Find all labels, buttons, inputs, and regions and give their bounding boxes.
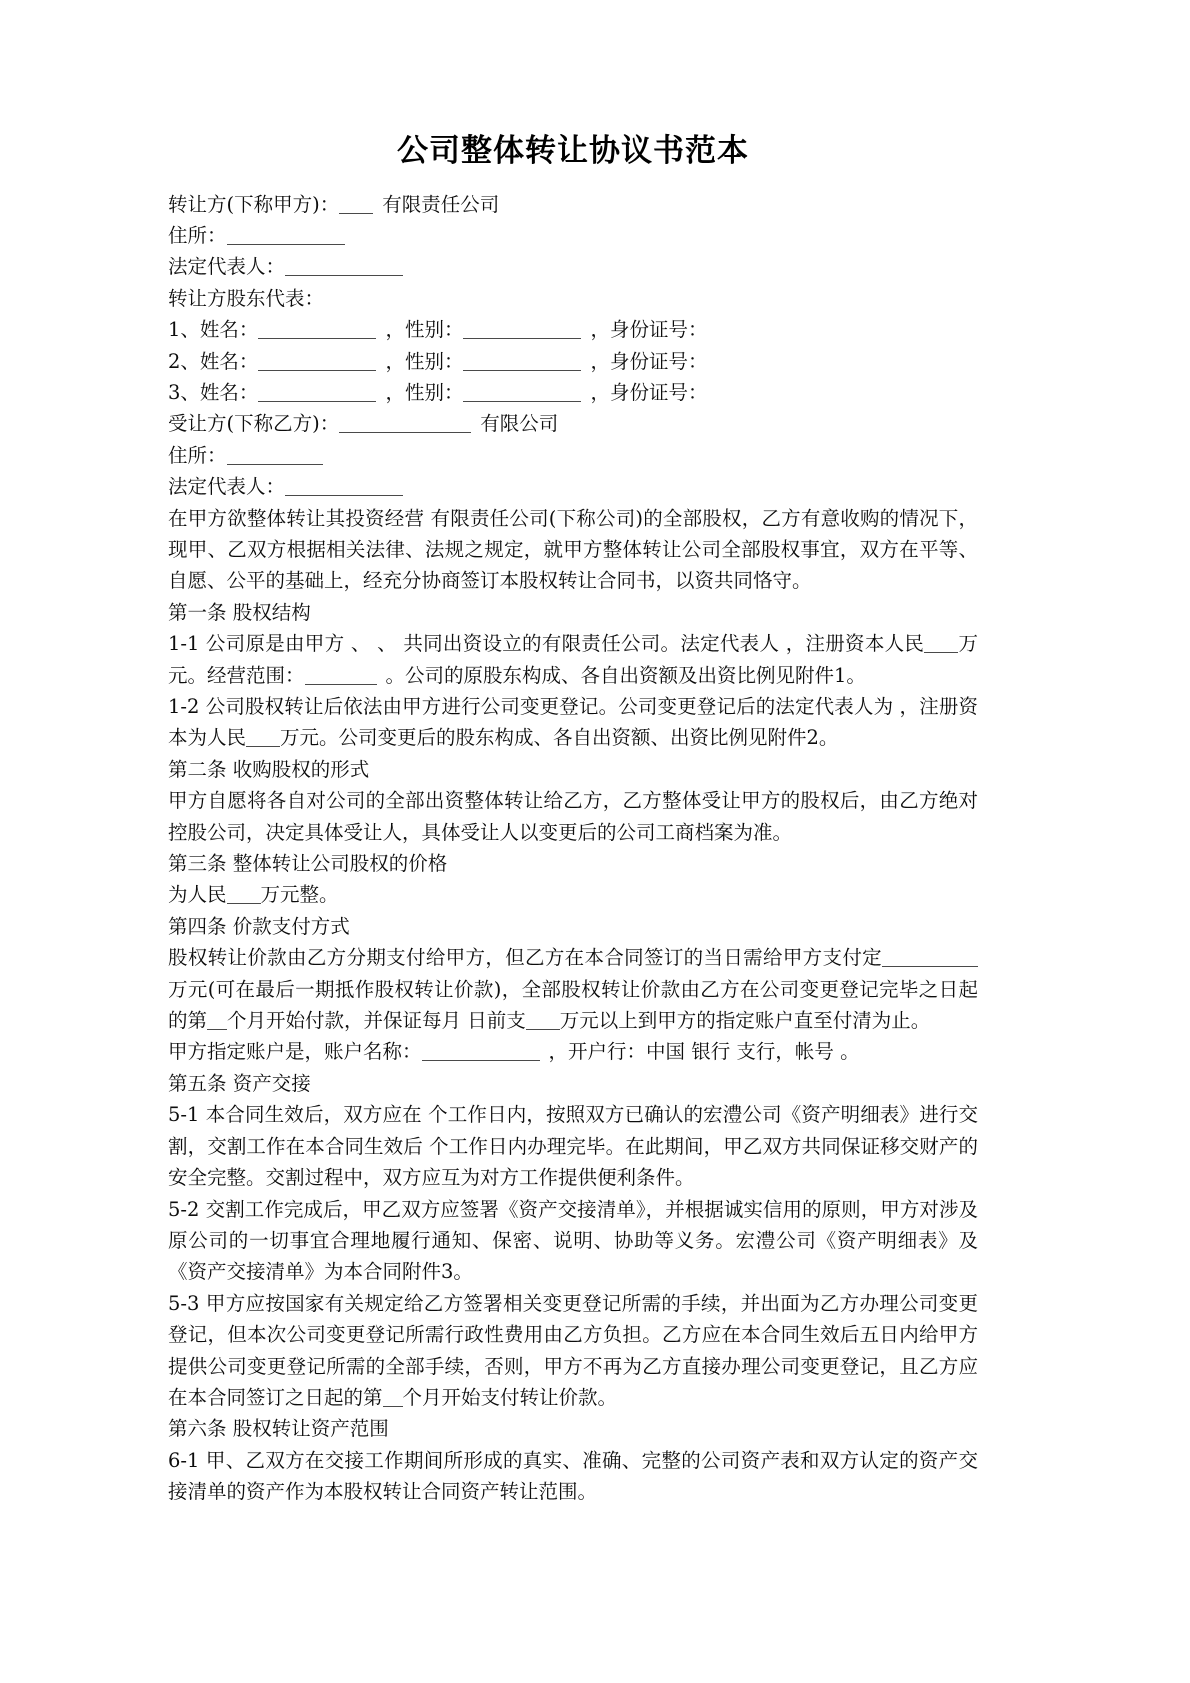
page-title: 公司整体转让协议书范本	[397, 133, 749, 169]
clause-1-2-part-a: 1-2 公司股权转让后依法由甲方进行公司变更登记。公司变更登记后的法定代表人为 ，注册资本为人民	[168, 695, 978, 750]
clause-5-2: 5-2 交割工作完成后，甲乙双方应签署《资产交接清单》，并根据诚实信用的原则，甲方对涉及原公司的一切事宜合理地履行通知、保密、说明、协助等义务。宏澧公司《资产明细表》及《资产交接清单》为本合同附件3。	[168, 1197, 978, 1284]
price-suffix: 万元整。	[260, 883, 339, 907]
transferor-legal-rep-line	[168, 251, 978, 282]
transferor-line	[168, 189, 978, 220]
article-heading-4: 第四条 价款支付方式	[168, 914, 350, 938]
shareholder-name-label: 姓名：	[199, 380, 259, 404]
shareholder-name-blank[interactable]	[258, 401, 376, 402]
shareholder-gender-label: ，性别：	[385, 318, 464, 342]
article-3-price-line	[168, 879, 978, 910]
shareholder-row	[168, 314, 978, 345]
payment-part-c: 个月开始付款，并保证每月 日前支	[227, 1009, 526, 1033]
shareholder-row	[168, 346, 978, 377]
article-2-body: 甲方自愿将各自对公司的全部出资整体转让给乙方，乙方整体受让甲方的股权后，由乙方绝对控股公司，决定具体受让人，具体受让人以变更后的公司工商档案为准。	[168, 789, 978, 844]
article-heading-2: 第二条 收购股权的形式	[168, 757, 370, 781]
transferor-label: 转让方(下称甲方)：	[168, 192, 340, 216]
transferee-label: 受让方(下称乙方)：	[168, 412, 340, 436]
preamble-paragraph: 在甲方欲整体转让其投资经营 有限责任公司(下称公司)的全部股权，乙方有意收购的情况下，现甲、乙双方根据相关法律、法规之规定，就甲方整体转让公司全部股权事宜，双方在平等、自愿、公平的基础上，经充分协商签订本股权转让合同书，以资共同恪守。	[168, 506, 978, 593]
shareholder-id-label: ，身份证号：	[590, 380, 708, 404]
clause-1-2-part-b: 万元。公司变更后的股东构成、各自出资额、出资比例见附件2。	[280, 726, 839, 750]
transferee-name-blank[interactable]	[339, 432, 471, 433]
price-blank[interactable]	[227, 903, 261, 904]
payment-part-d: 万元以上到甲方的指定账户直至付清为止。	[559, 1009, 931, 1033]
clause-1-1-part-b: 万元。经营范围：	[168, 632, 978, 687]
shareholder-index: 3、	[168, 380, 200, 404]
shareholder-gender-blank[interactable]	[463, 338, 581, 339]
clause-1-1-capital-blank[interactable]	[924, 652, 958, 653]
address-label: 住所：	[168, 223, 227, 247]
transferor-address-line	[168, 220, 978, 251]
clause-1-2-capital-blank[interactable]	[246, 746, 280, 747]
article-4-account-paragraph	[168, 1036, 978, 1067]
transferee-address-line	[168, 440, 978, 471]
payment-part-a: 股权转让价款由乙方分期支付给甲方，但乙方在本合同签订的当日需给甲方支付定	[168, 946, 882, 970]
price-prefix: 为人民	[168, 883, 227, 907]
article-heading-5: 第五条 资产交接	[168, 1071, 311, 1095]
shareholder-row	[168, 377, 978, 408]
article-heading-3: 第三条 整体转让公司股权的价格	[168, 852, 448, 876]
article-4-payment-paragraph	[168, 942, 978, 1036]
transferee-legal-rep-line	[168, 471, 978, 502]
shareholder-gender-blank[interactable]	[463, 401, 581, 402]
document-body	[168, 128, 978, 1508]
article-heading-1: 第一条 股权结构	[168, 600, 311, 624]
clause-1-1-part-a: 1-1 公司原是由甲方 、 、 共同出资设立的有限责任公司。法定代表人 ，注册资本人民	[168, 632, 925, 656]
account-name-blank[interactable]	[422, 1060, 540, 1061]
clause-1-2	[168, 691, 978, 754]
shareholder-index: 1、	[168, 318, 200, 342]
transferor-suffix: 有限责任公司	[382, 192, 500, 216]
article-heading-6: 第六条 股权转让资产范围	[168, 1417, 389, 1441]
clause-5-3-part-a: 5-3 甲方应按国家有关规定给乙方签署相关变更登记所需的手续，并出面为乙方办理公司变更登记，但本次公司变更登记所需行政性费用由乙方负担。乙方应在本合同生效后五日内给甲方提供公司变更登记所需的全部手续，否则，甲方不再为乙方直接办理公司变更登记，且乙方应在本合同签订之日起的第	[168, 1291, 978, 1409]
transferor-shareholders-heading: 转让方股东代表：	[168, 286, 325, 310]
shareholder-name-label: 姓名：	[199, 318, 259, 342]
clause-1-1	[168, 628, 978, 691]
clause-1-1-scope-blank[interactable]	[305, 684, 377, 685]
transferee-suffix: 有限公司	[480, 412, 559, 436]
legal-rep-label: 法定代表人：	[168, 255, 286, 279]
shareholder-id-label: ，身份证号：	[590, 318, 708, 342]
account-part-b: ，开户行：中国 银行 支行，帐号 。	[548, 1040, 860, 1064]
shareholder-name-blank[interactable]	[258, 338, 376, 339]
transferee-address-blank[interactable]	[227, 464, 323, 465]
clause-6-1: 6-1 甲、乙双方在交接工作期间所形成的真实、准确、完整的公司资产表和双方认定的资产交接清单的资产作为本股权转让合同资产转让范围。	[168, 1448, 978, 1504]
transferee-legal-rep-label: 法定代表人：	[168, 475, 286, 499]
shareholder-id-label: ，身份证号：	[590, 349, 708, 373]
clause-5-3	[168, 1288, 978, 1414]
shareholder-gender-blank[interactable]	[463, 370, 581, 371]
shareholder-name-label: 姓名：	[199, 349, 259, 373]
transferor-legal-rep-blank[interactable]	[285, 275, 403, 276]
payment-month-blank[interactable]	[207, 1029, 227, 1030]
transferor-name-blank[interactable]	[339, 213, 373, 214]
transferee-address-label: 住所：	[168, 443, 227, 467]
transferor-address-blank[interactable]	[227, 244, 345, 245]
account-part-a: 甲方指定账户是，账户名称：	[168, 1040, 422, 1064]
payment-deposit-blank[interactable]	[882, 966, 978, 967]
clause-5-1: 5-1 本合同生效后，双方应在 个工作日内，按照双方已确认的宏澧公司《资产明细表》进行交割，交割工作在本合同生效后 个工作日内办理完毕。在此期间，甲乙双方共同保证移交财产的安全完整。交割过程中，双方应互为对方工作提供便利条件。	[168, 1103, 978, 1190]
transferee-legal-rep-blank[interactable]	[285, 495, 403, 496]
shareholder-index: 2、	[168, 349, 200, 373]
shareholder-gender-label: ，性别：	[385, 380, 464, 404]
clause-5-3-month-blank[interactable]	[383, 1406, 403, 1407]
transferee-line	[168, 408, 978, 439]
clause-1-1-part-c: 。公司的原股东构成、各自出资额及出资比例见附件1。	[385, 663, 866, 687]
payment-part-b: 万元(可在最后一期抵作股权转让价款)，全部股权转让价款由乙方在公司变更登记完毕之日起的第	[168, 977, 978, 1033]
shareholder-name-blank[interactable]	[258, 370, 376, 371]
payment-monthly-amount-blank[interactable]	[526, 1029, 560, 1030]
shareholder-gender-label: ，性别：	[385, 349, 464, 373]
clause-5-3-part-b: 个月开始支付转让价款。	[402, 1385, 618, 1409]
